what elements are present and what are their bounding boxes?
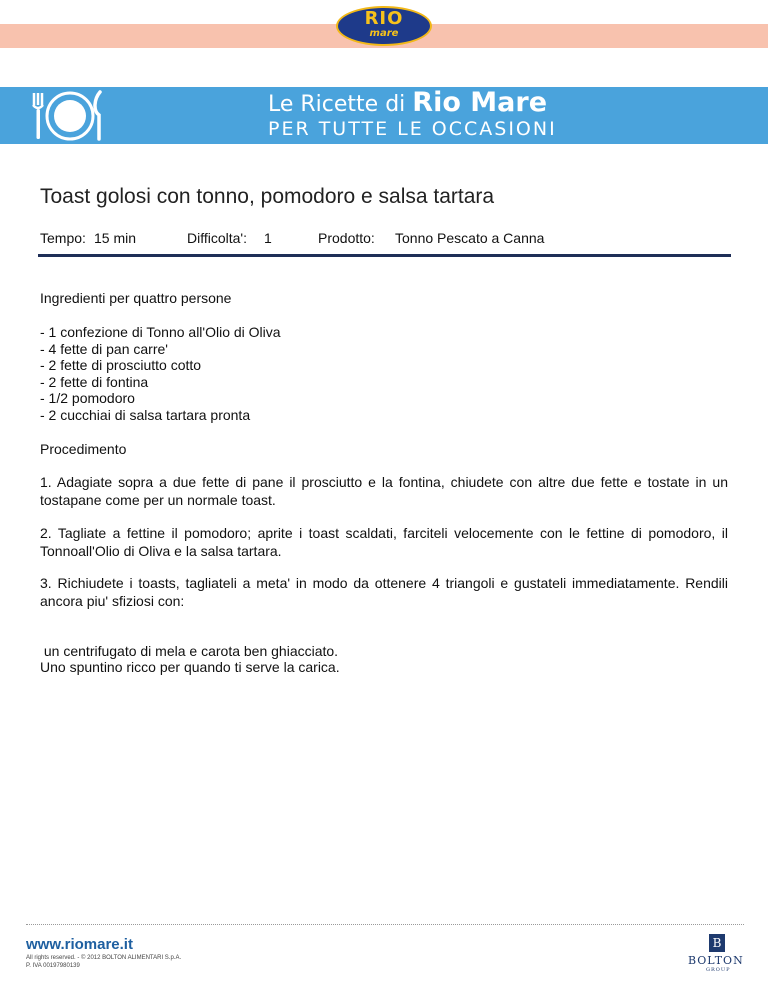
procedure-step-3: 3. Richiudete i toasts, tagliateli a meta' in modo da ottenere 4 triangoli e gustateli immediatamente. Rendili ancora piu' sfiziosi con: [40,575,728,609]
difficulty-label: Difficolta': [187,230,247,246]
tip-line-1: un centrifugato di mela e carota ben ghiacciato. [40,643,339,659]
tip-line-2: Uno spuntino ricco per quando ti serve la carica. [40,659,340,675]
rights-text: All rights reserved. - © 2012 BOLTON ALIMENTARI S.p.A. [26,955,182,961]
ingredient-item: - 2 fette di fontina [40,373,149,390]
title-divider [38,254,731,257]
banner-prefix: Le Ricette di [268,92,406,117]
ingredient-item: - 2 fette di prosciutto cotto [40,357,202,373]
bolton-logo-icon: B [709,934,725,952]
ingredient-item: - 1 confezione di Tonno all'Olio di Oliva [40,324,281,340]
rio-mare-logo [336,6,432,46]
website-link[interactable]: www.riomare.it [26,936,133,953]
procedure-heading: Procedimento [40,441,127,457]
time-value: 15 min [94,230,137,246]
bolton-group-sub: GROUP [706,967,731,973]
vat-number: P. IVA 00197980139 [26,963,80,969]
banner-title [268,89,547,119]
footer-divider [26,924,744,925]
recipe-title: Toast golosi con tonno, pomodoro e salsa tartara [40,185,495,208]
banner-subtitle: PER TUTTE LE OCCASIONI [268,118,557,140]
banner-brand: Rio Mare [412,87,548,118]
product-value: Tonno Pescato a Canna [395,230,545,246]
product-label: Prodotto: [318,230,375,246]
recipes-banner [0,87,768,144]
ingredients-heading: Ingredienti per quattro persone [40,290,232,306]
copyright-notice [26,954,181,970]
logo-text-mare: mare [369,28,399,39]
logo-text-rio: RIO [364,8,404,29]
time-label: Tempo: [40,230,86,246]
procedure-step-2: 2. Tagliate a fettine il pomodoro; aprite i toast scaldati, farciteli velocemente con le fettine di pomodoro, il Tonnoall'Olio di Oliva e la salsa tartara. [40,525,728,559]
plate-cutlery-icon [30,89,110,141]
ingredient-item: - 4 fette di pan carre' [40,340,168,357]
ingredient-item: - 2 cucchiai di salsa tartara pronta [40,406,251,423]
bolton-group-name: BOLTON [688,954,744,967]
ingredients-list [40,324,281,423]
ingredient-item: - 1/2 pomodoro [40,390,135,406]
difficulty-value: 1 [264,230,272,246]
procedure-step-1: 1. Adagiate sopra a due fette di pane il prosciutto e la fontina, chiudete con altre due fette e tostate in un tostapane come per un normale toast. [40,474,728,508]
